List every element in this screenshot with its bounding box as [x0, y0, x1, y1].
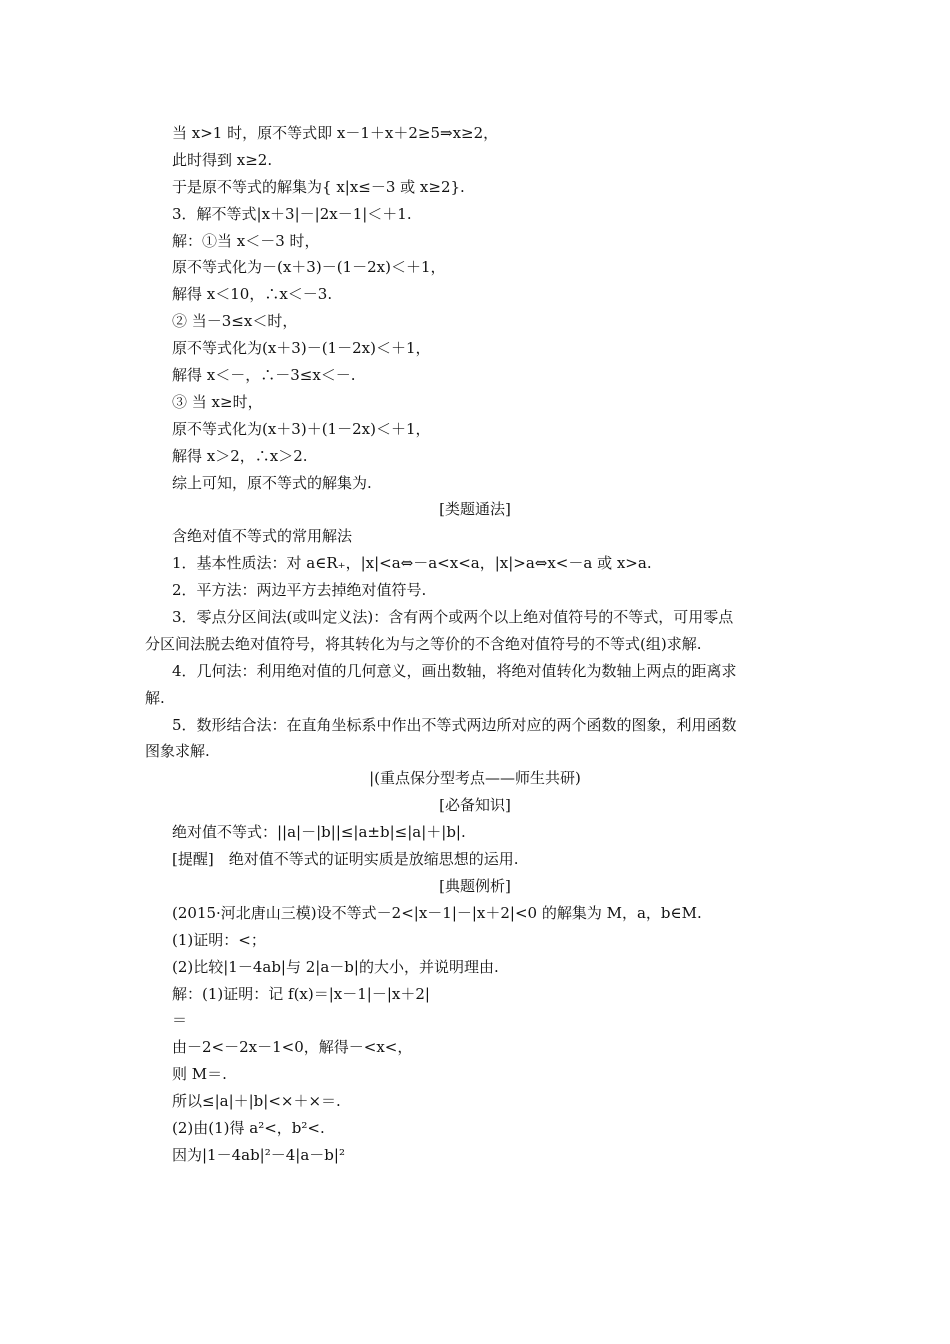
example-line: 则 M＝.: [172, 1065, 227, 1084]
text-line: 解得 x＜10，∴x＜－3.: [172, 285, 333, 304]
text-line: 解得 x＜－，∴－3≤x＜－.: [172, 366, 356, 385]
text-line: 原不等式化为(x＋3)－(1－2x)＜＋1，: [172, 339, 431, 358]
example-line: 所以≤|a|＋|b|<×＋×＝.: [172, 1092, 341, 1111]
example-line: (1)证明：<；: [172, 930, 266, 949]
text-line: 当 x>1 时，原不等式即 x－1＋x＋2≥5⇒x≥2，: [172, 124, 499, 142]
example-line: 解：(1)证明：记 f(x)＝|x－1|－|x＋2|: [172, 984, 430, 1003]
method-5-line-1: 5．数形结合法：在直角坐标系中作出不等式两边所对应的两个函数的图象，利用函数: [172, 715, 737, 734]
tip-text: [提醒] 绝对值不等式的证明实质是放缩思想的运用.: [172, 850, 519, 869]
methods-title: 含绝对值不等式的常用解法: [172, 527, 353, 546]
example-line: 因为|1－4ab|²－4|a－b|²: [172, 1145, 345, 1164]
example-line: (2015·河北唐山三模)设不等式－2<|x－1|－|x＋2|<0 的解集为 M，a，b∈M.: [172, 903, 702, 922]
section-heading-keypoint: |(重点保分型考点——师生共研): [369, 769, 581, 788]
document-page: [145, 120, 812, 1169]
text-line: 原不等式化为－(x＋3)－(1－2x)＜＋1，: [172, 258, 446, 277]
text-line: 解：①当 x＜－3 时，: [172, 231, 320, 250]
text-line: 原不等式化为(x＋3)＋(1－2x)＜＋1，: [172, 419, 431, 438]
example-line: 由－2<－2x－1<0，解得－<x<，: [172, 1038, 413, 1057]
text-line: 综上可知，原不等式的解集为.: [172, 473, 372, 492]
section-heading-knowledge: [必备知识]: [439, 796, 511, 815]
method-5-line-2: 图象求解.: [145, 742, 210, 761]
method-1: 1．基本性质法：对 a∈R₊，|x|<a⇔－a<x<a，|x|>a⇔x<－a 或 x>a.: [172, 554, 652, 573]
method-3-line-1: 3．零点分区间法(或叫定义法)：含有两个或两个以上绝对值符号的不等式，可用零点: [172, 608, 734, 627]
knowledge-text: 绝对值不等式：||a|－|b||≤|a±b|≤|a|＋|b|.: [172, 823, 466, 842]
text-line: ③ 当 x≥时，: [172, 392, 263, 411]
text-line: 3．解不等式|x＋3|－|2x－1|＜＋1.: [172, 204, 412, 223]
method-2: 2．平方法：两边平方去掉绝对值符号.: [172, 581, 427, 600]
section-heading-methods: [类题通法]: [439, 500, 511, 519]
text-line: 此时得到 x≥2.: [172, 150, 273, 169]
section-heading-example: [典题例析]: [439, 876, 511, 895]
method-4-line-2: 解.: [145, 688, 165, 707]
example-line: (2)比较|1－4ab|与 2|a－b|的大小，并说明理由.: [172, 957, 499, 976]
text-line: 于是原不等式的解集为{ x|x≤－3 或 x≥2}.: [172, 177, 465, 196]
method-3-line-2: 分区间法脱去绝对值符号，将其转化为与之等价的不含绝对值符号的不等式(组)求解.: [145, 634, 702, 653]
example-line: (2)由(1)得 a²<，b²<.: [172, 1118, 325, 1137]
method-4-line-1: 4．几何法：利用绝对值的几何意义，画出数轴，将绝对值转化为数轴上两点的距离求: [172, 661, 737, 680]
text-line: ② 当－3≤x＜时，: [172, 312, 298, 331]
example-line: ＝: [172, 1011, 188, 1030]
text-line: 解得 x＞2，∴x＞2.: [172, 446, 308, 465]
